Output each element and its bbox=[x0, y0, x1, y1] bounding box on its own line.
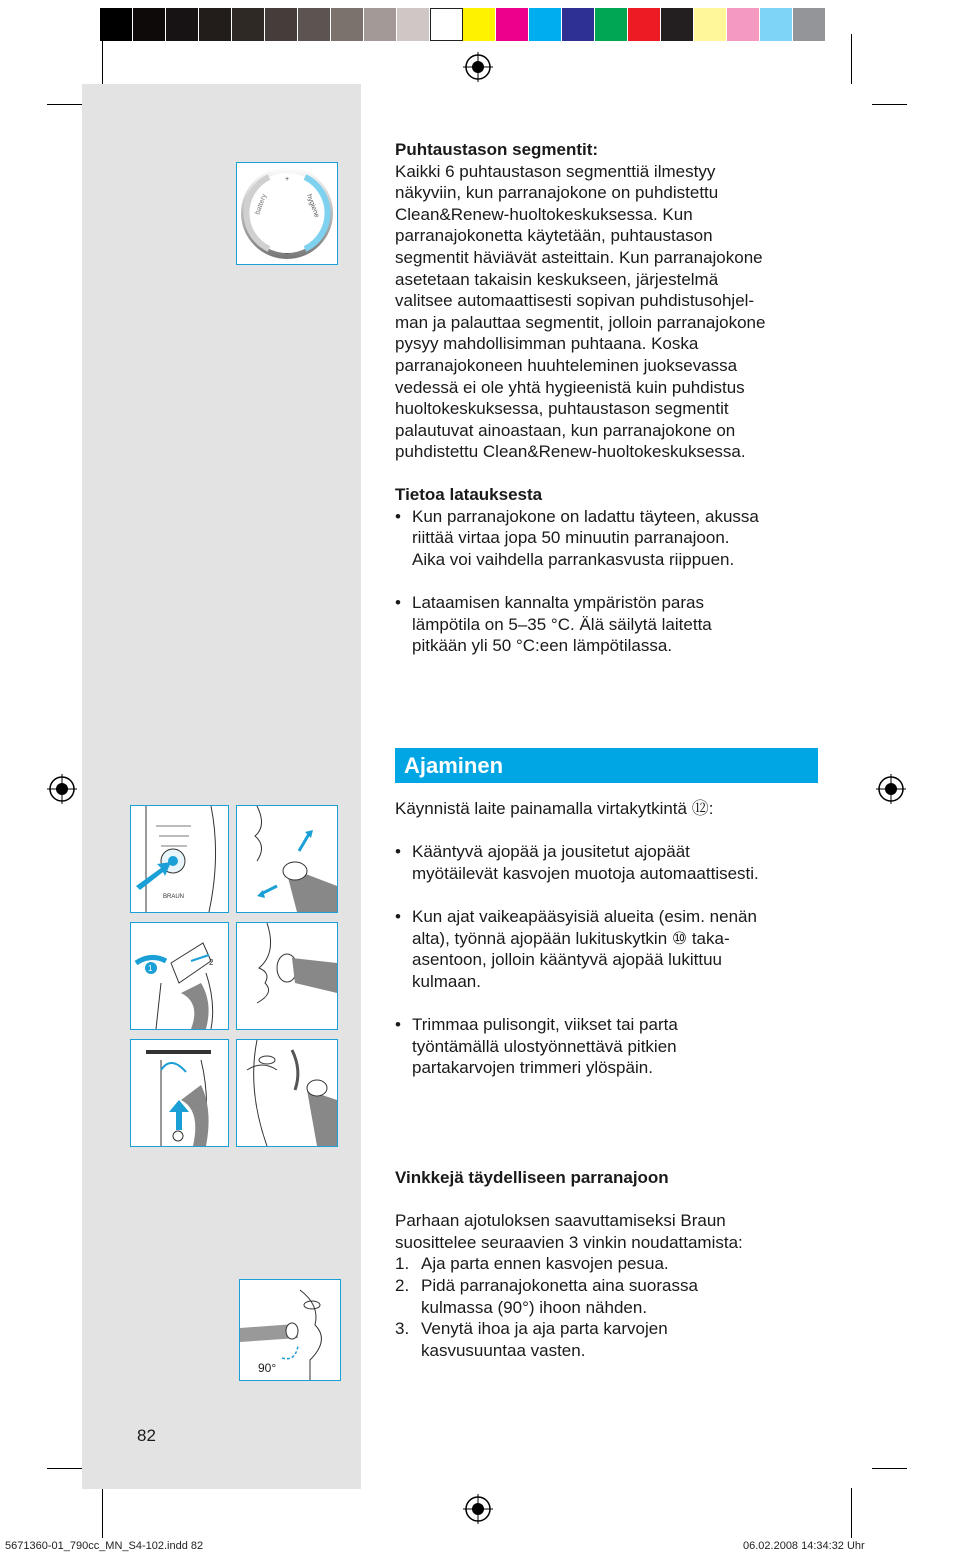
crop-mark bbox=[851, 34, 852, 84]
color-swatch bbox=[529, 8, 562, 41]
bullet-line: • Kun parranajokone on ladattu täyteen, akussa bbox=[412, 506, 759, 526]
color-swatch bbox=[133, 8, 166, 41]
bullet-line: partakarvojen trimmeri ylöspäin. bbox=[412, 1058, 653, 1078]
nose-shaving-illustration bbox=[236, 922, 338, 1030]
display-illustration bbox=[236, 162, 338, 265]
bullet-line: lämpötila on 5–35 °C. Älä säilytä laitetta bbox=[412, 614, 712, 634]
section-body bbox=[395, 161, 825, 463]
crop-mark bbox=[851, 1488, 852, 1538]
color-swatch bbox=[595, 8, 628, 41]
face-shaving-illustration bbox=[236, 805, 338, 913]
bullet-line: • Kääntyvä ajopää ja jousitetut ajopäät bbox=[412, 842, 690, 862]
body-line: puhdistettu Clean&Renew-huoltokeskuksessa. bbox=[395, 442, 746, 462]
tip-text: Aja parta ennen kasvojen pesua. bbox=[421, 1254, 669, 1274]
footer-timestamp: 06.02.2008 14:34:32 Uhr bbox=[743, 1540, 865, 1552]
crop-mark bbox=[102, 1488, 103, 1538]
bullet-item bbox=[395, 1014, 825, 1079]
bullet-line: • Lataamisen kannalta ympäristön paras bbox=[412, 592, 704, 612]
color-swatch bbox=[265, 8, 298, 41]
bullet-line: kulmaan. bbox=[412, 971, 481, 991]
body-line: man ja palauttaa segmentit, jolloin parranajokone bbox=[395, 312, 766, 332]
cleanliness-section bbox=[395, 139, 825, 463]
shaving-section bbox=[395, 798, 825, 1079]
color-swatch bbox=[331, 8, 364, 41]
charging-section bbox=[395, 484, 825, 657]
minus-label: – bbox=[285, 250, 289, 257]
tips-intro-line: suosittelee seuraavien 3 vinkin noudattamista: bbox=[395, 1232, 743, 1252]
bullet-line: Aika voi vaihdella parrankasvusta riippuen. bbox=[412, 549, 735, 569]
tip-number: 3. bbox=[395, 1319, 410, 1339]
bullet-item bbox=[395, 906, 825, 992]
bullet-item bbox=[395, 506, 825, 571]
tip-number: 2. bbox=[395, 1275, 410, 1295]
brand-label: BRAUN bbox=[163, 894, 185, 900]
body-line: Kaikki 6 puhtaustason segmenttiä ilmestyy bbox=[395, 161, 716, 181]
color-swatch bbox=[760, 8, 793, 41]
plus-label: + bbox=[285, 176, 290, 183]
crop-mark bbox=[47, 104, 82, 105]
color-swatch bbox=[430, 8, 463, 41]
shaving-angle-illustration bbox=[239, 1279, 341, 1381]
bullet-line: alta), työnnä ajopään lukituskytkin ⑩ taka- bbox=[412, 928, 730, 948]
shaver-switch-illustration bbox=[130, 805, 229, 913]
body-line: huoltokeskuksessa, puhtaustason segmentit bbox=[395, 399, 729, 419]
registration-mark-icon bbox=[463, 1494, 493, 1524]
bullet-item bbox=[395, 841, 825, 884]
step1-label: 1 bbox=[148, 964, 153, 973]
crop-mark bbox=[47, 1468, 82, 1469]
registration-mark-icon bbox=[876, 774, 906, 804]
crop-mark bbox=[102, 34, 103, 84]
lock-switch-illustration bbox=[130, 922, 229, 1030]
color-swatch bbox=[562, 8, 595, 41]
body-line: valitsee automaattisesti sopivan puhdistusohjel- bbox=[395, 291, 755, 311]
body-line: parranajokoneen huuhteleminen juoksevassa bbox=[395, 355, 738, 375]
section-title: Puhtaustason segmentit: bbox=[395, 140, 599, 159]
color-swatch bbox=[661, 8, 694, 41]
bullet-line: riittää virtaa jopa 50 minuutin parranajoon. bbox=[412, 528, 730, 548]
step2-label: 2 bbox=[209, 958, 214, 967]
registration-mark-icon bbox=[47, 774, 77, 804]
angle-label: 90° bbox=[258, 1361, 277, 1375]
tip-item bbox=[395, 1275, 825, 1318]
tips-section bbox=[395, 1167, 825, 1361]
body-line: näkyviin, kun parranajokone on puhdistettu bbox=[395, 183, 719, 203]
bullet-line: pitkään yli 50 °C:een lämpötilassa. bbox=[412, 636, 673, 656]
color-swatch bbox=[628, 8, 661, 41]
color-swatch bbox=[496, 8, 529, 41]
crop-mark bbox=[872, 104, 907, 105]
crop-mark bbox=[872, 1468, 907, 1469]
color-swatch bbox=[727, 8, 760, 41]
tip-text: Venytä ihoa ja aja parta karvojen bbox=[421, 1319, 668, 1339]
color-swatch bbox=[232, 8, 265, 41]
section-title: Vinkkejä täydelliseen parranajoon bbox=[395, 1168, 669, 1187]
tip-text: kasvusuuntaa vasten. bbox=[421, 1340, 586, 1360]
registration-mark-icon bbox=[463, 52, 493, 82]
bullet-item bbox=[395, 592, 825, 657]
color-swatch bbox=[100, 8, 133, 41]
color-swatch bbox=[463, 8, 496, 41]
body-line: pysyy mahdollisimman puhtaana. Koska bbox=[395, 334, 699, 354]
page-number: 82 bbox=[137, 1426, 156, 1445]
tip-number: 1. bbox=[395, 1254, 410, 1274]
bullet-line: • Trimmaa pulisongit, viikset tai parta bbox=[412, 1014, 678, 1034]
body-line: vedessä ei ole yhtä hygieenistä kuin puhdistus bbox=[395, 377, 745, 397]
bullet-line: • Kun ajat vaikeapääsyisiä alueita (esim. nenän bbox=[412, 906, 757, 926]
tip-text: Pidä parranajokonetta aina suorassa bbox=[421, 1275, 698, 1295]
bullet-line: työntämällä ulostyönnettävä pitkien bbox=[412, 1036, 677, 1056]
intro-text: Käynnistä laite painamalla virtakytkintä ⑫: bbox=[395, 799, 714, 818]
color-swatch bbox=[793, 8, 826, 41]
color-swatch bbox=[694, 8, 727, 41]
color-swatch bbox=[199, 8, 232, 41]
body-line: palautuvat ainoastaan, kun parranajokone on bbox=[395, 420, 736, 440]
footer-filename: 5671360-01_790cc_MN_S4-102.indd 82 bbox=[5, 1540, 204, 1552]
tip-item bbox=[395, 1253, 825, 1275]
color-calibration-bar bbox=[100, 8, 826, 41]
color-swatch bbox=[397, 8, 430, 41]
body-line: parranajokonetta käytetään, puhtaustason bbox=[395, 226, 713, 246]
color-swatch bbox=[298, 8, 331, 41]
color-swatch bbox=[166, 8, 199, 41]
bullet-line: asentoon, jolloin kääntyvä ajopää lukittuu bbox=[412, 950, 722, 970]
sideburn-trim-illustration bbox=[236, 1039, 338, 1147]
tip-item bbox=[395, 1318, 825, 1361]
trimmer-illustration bbox=[130, 1039, 229, 1147]
hygiene-label: hygiene bbox=[305, 193, 321, 219]
body-line: segmentit häviävät asteittain. Kun parranajokone bbox=[395, 247, 763, 267]
bullet-line: myötäilevät kasvojen muotoja automaattisesti. bbox=[412, 863, 759, 883]
section-title: Tietoa latauksesta bbox=[395, 485, 543, 504]
tip-text: kulmassa (90°) ihoon nähden. bbox=[421, 1297, 648, 1317]
tips-intro-line: Parhaan ajotuloksen saavuttamiseksi Braun bbox=[395, 1211, 726, 1231]
section-heading: Ajaminen bbox=[404, 753, 504, 778]
section-heading-bar bbox=[395, 748, 818, 783]
body-line: Clean&Renew-huoltokeskuksessa. Kun bbox=[395, 204, 693, 224]
color-swatch bbox=[364, 8, 397, 41]
battery-label: battery bbox=[254, 193, 269, 216]
body-line: asetetaan takaisin keskukseen, järjestelmä bbox=[395, 269, 719, 289]
